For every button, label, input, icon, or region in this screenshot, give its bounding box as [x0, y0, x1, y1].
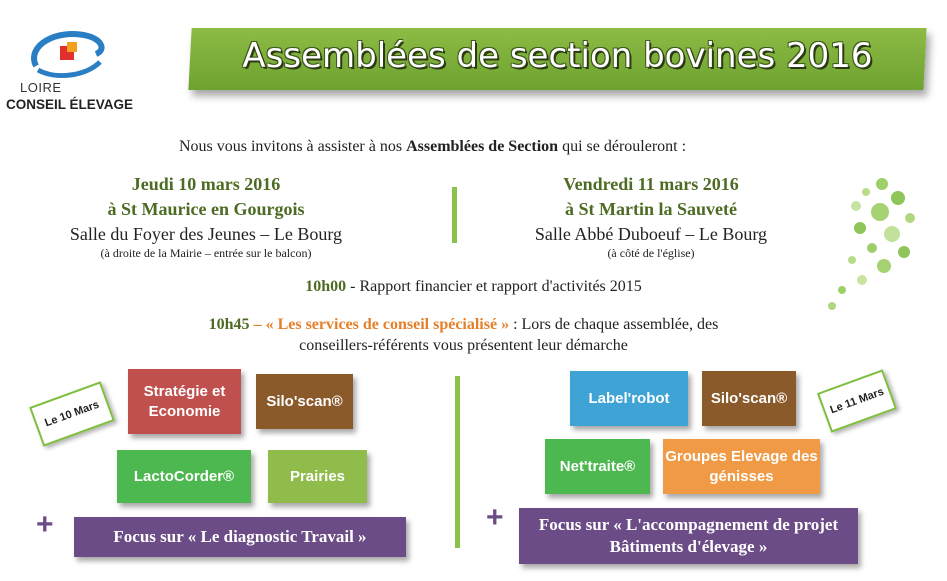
- right-plus-icon: +: [486, 501, 504, 534]
- agenda-line-3: conseillers-référents vous présentent leur démarche: [299, 337, 628, 354]
- decorative-bubbles-icon: [822, 172, 932, 322]
- conseil-elevage-logo: [6, 20, 138, 120]
- left-focus-button[interactable]: Focus sur « Le diagnostic Travail »: [74, 517, 406, 557]
- prairies-button[interactable]: Prairies: [268, 450, 367, 503]
- intro-text: [0, 138, 865, 156]
- labelrobot-button[interactable]: Label'robot: [570, 371, 688, 426]
- agenda-line-2: [0, 316, 927, 334]
- day-divider: [452, 187, 457, 243]
- left-day-town: à St Maurice en Gourgois: [107, 199, 305, 219]
- strategie-economie-button[interactable]: Stratégie et Economie: [128, 369, 241, 434]
- agenda-line-1: [0, 278, 947, 296]
- agenda-text-2: : Lors de chaque assemblée, des: [509, 316, 719, 333]
- right-day-note: (à côté de l'église): [607, 246, 695, 260]
- logo-line-2: CONSEIL ÉLEVAGE: [6, 97, 134, 112]
- agenda-time-2: 10h45: [208, 316, 250, 333]
- left-day-block: [0, 174, 412, 261]
- left-day-hall: Salle du Foyer des Jeunes – Le Bourg: [69, 224, 343, 244]
- groupes-genisses-button[interactable]: Groupes Elevage des génisses: [663, 439, 820, 494]
- right-day-block: [486, 174, 816, 261]
- left-siloscan-button[interactable]: Silo'scan®: [256, 374, 353, 429]
- right-siloscan-button[interactable]: Silo'scan®: [702, 371, 796, 426]
- agenda-highlight: « Les services de conseil spécialisé »: [265, 316, 510, 333]
- left-day-note: (à droite de la Mairie – entrée sur le balcon): [100, 246, 312, 260]
- right-date-tag: Le 11 Mars: [817, 369, 897, 432]
- logo-line-1: LOIRE: [20, 80, 62, 95]
- logo-swirl-icon: [26, 26, 108, 82]
- nettraite-button[interactable]: Net'traite®: [545, 439, 650, 494]
- services-divider: [455, 376, 460, 548]
- left-day-date: Jeudi 10 mars 2016: [131, 174, 281, 194]
- intro-bold: Assemblées de Section: [406, 138, 559, 155]
- page-title: Assemblées de section bovines 2016: [242, 36, 873, 76]
- left-date-tag: Le 10 Mars: [29, 381, 115, 446]
- right-day-date: Vendredi 11 mars 2016: [563, 174, 739, 194]
- right-day-town: à St Martin la Sauveté: [565, 199, 737, 219]
- intro-after: qui se dérouleront :: [558, 138, 687, 155]
- agenda-text-1: - Rapport financier et rapport d'activités 2015: [346, 278, 642, 295]
- left-plus-icon: +: [36, 508, 54, 541]
- agenda-time-1: 10h00: [305, 278, 347, 295]
- right-focus-button[interactable]: Focus sur « L'accompagnement de projet Bâtiments d'élevage »: [519, 508, 858, 564]
- right-day-hall: Salle Abbé Duboeuf – Le Bourg: [534, 224, 768, 244]
- agenda-dash: –: [249, 316, 266, 333]
- intro-before: Nous vous invitons à assister à nos: [178, 138, 407, 155]
- lactocorder-button[interactable]: LactoCorder®: [117, 450, 251, 503]
